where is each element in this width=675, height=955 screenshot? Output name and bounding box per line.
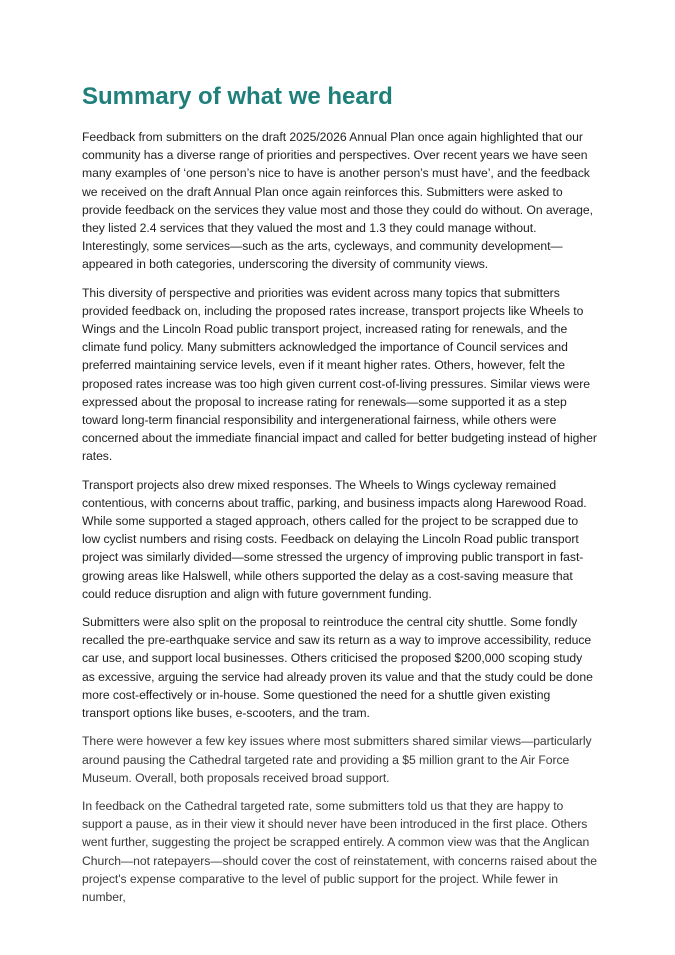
paragraph-diversity-of-perspective: This diversity of perspective and priorities was evident across many topics that submitters provided feedback on, including the proposed rates increase, transport projects like Wheels to Wings and the Lincoln Road public transport project, increased rating for renewals, and the climate fund policy. Many submitters acknowledged the importance of Council services and preferred maintaining service levels, even if it meant higher rates. Others, however, felt the proposed rates increase was too high given current cost-of-living pressures. Similar views were expressed about the proposal to increase rating for renewals—some supported it as a step toward long-term financial responsibility and intergenerational fairness, while others were concerned about the immediate financial impact and called for better budgeting instead of higher rates.	[82, 285, 597, 464]
document-page	[82, 82, 598, 916]
paragraph-cathedral-targeted-rate: In feedback on the Cathedral targeted rate, some submitters told us that they are happy to support a pause, as in their view it should never have been introduced in the first place. Others went further, suggesting the project be scrapped entirely. A common view was that the Anglican Church—not ratepayers—should cover the cost of reinstatement, with concerns raised about the project's expense comparative to the level of public support for the project. While fewer in number,	[82, 798, 597, 904]
paragraph-central-city-shuttle: Submitters were also split on the proposal to reintroduce the central city shuttle. Some fondly recalled the pre-earthquake service and saw its return as a way to improve accessibility, reduce car use, and support local businesses. Others criticised the proposed $200,000 scoping study as excessive, arguing the service had already proven its value and that the study could be done more cost-effectively or in-house. Some questioned the need for a shuttle given existing transport options like buses, e-scooters, and the tram.	[82, 615, 593, 721]
paragraph-key-issues: There were however a few key issues where most submitters shared similar views—particularly around pausing the Cathedral targeted rate and providing a $5 million grant to the Air Force Museum. Overall, both proposals received broad support.	[82, 734, 592, 785]
paragraph-services-valued: Feedback from submitters on the draft 2025/2026 Annual Plan once again highlighted that our community has a diverse range of priorities and perspectives. Over recent years we have seen many examples of ‘one person’s nice to have is another person’s must have’, and the feedback we received on the draft Annual Plan once again reinforces this. Submitters were asked to provide feedback on the services they value most and those they could do without. On average, they listed 2.4 services that they valued the most and 1.3 they could manage without. Interestingly, some services—such as the arts, cycleways, and community development—appeared in both categories, underscoring the diversity of community views.	[82, 130, 593, 272]
paragraph-transport-projects: Transport projects also drew mixed responses. The Wheels to Wings cycleway remained contentious, with concerns about traffic, parking, and business impacts along Harewood Road. While some supported a staged approach, others called for the project to be scrapped due to low cyclist numbers and rising costs. Feedback on delaying the Lincoln Road public transport project was similarly divided—some stressed the urgency of improving public transport in fast-growing areas like Halswell, while others supported the delay as a cost-saving measure that could reduce disruption and align with future government funding.	[82, 477, 587, 601]
page-title: Summary of what we heard	[82, 83, 393, 110]
